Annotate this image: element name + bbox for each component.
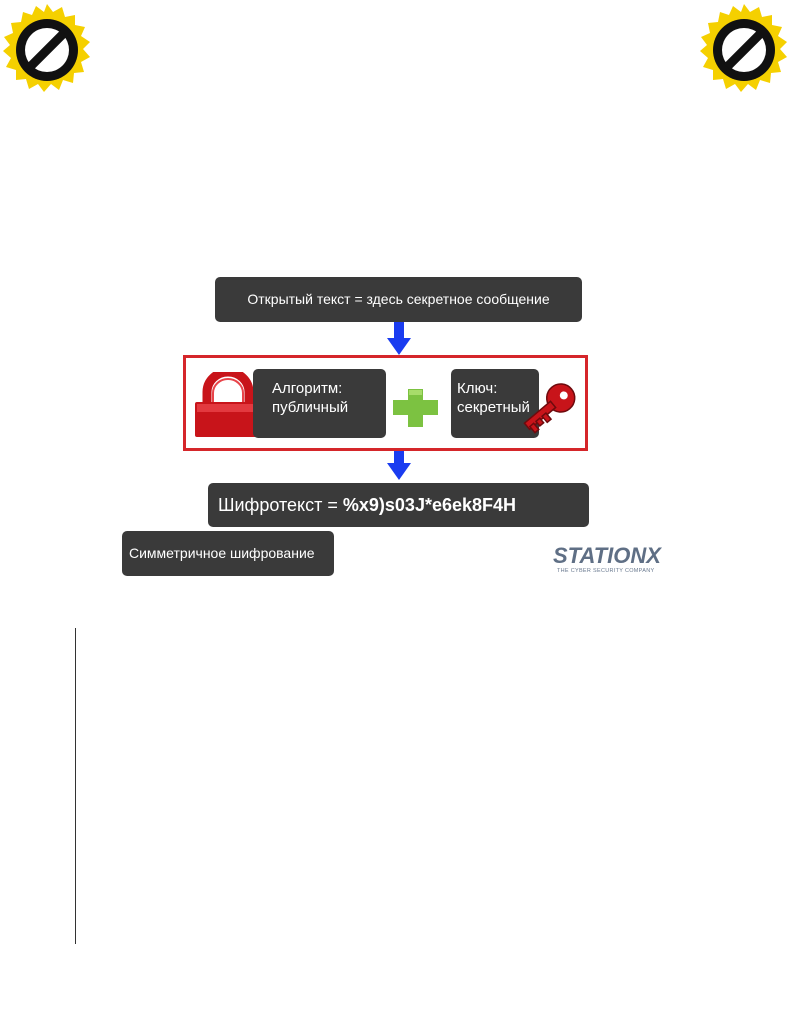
brand-tagline: THE CYBER SECURITY COMPANY: [557, 568, 655, 574]
stationx-logo: [553, 543, 673, 577]
algorithm-label: Алгоритм:: [272, 380, 343, 397]
prohibited-sign-icon: [0, 2, 95, 98]
arrow-down-icon: [387, 322, 411, 356]
ciphertext-label: Шифротекст =: [218, 495, 338, 515]
key-icon: [518, 375, 582, 439]
caption-label: Симметричное шифрование: [129, 545, 315, 561]
brand-name: STATIONX: [553, 543, 661, 568]
key-value: секретный: [457, 399, 530, 416]
caption-box: [122, 531, 334, 576]
algorithm-value: публичный: [272, 399, 349, 416]
plus-icon: [393, 389, 438, 427]
plaintext-box: [215, 277, 582, 322]
prohibited-sign-icon: [696, 2, 792, 98]
key-label: Ключ:: [457, 380, 498, 397]
plaintext-label: Открытый текст = здесь секретное сообщение: [247, 291, 550, 307]
arrow-down-icon: [387, 451, 411, 481]
ciphertext-box: [208, 483, 589, 527]
margin-line: [75, 628, 76, 944]
ciphertext-value: %x9)s03J*e6ek8F4H: [342, 495, 517, 515]
algorithm-box: [253, 369, 386, 438]
